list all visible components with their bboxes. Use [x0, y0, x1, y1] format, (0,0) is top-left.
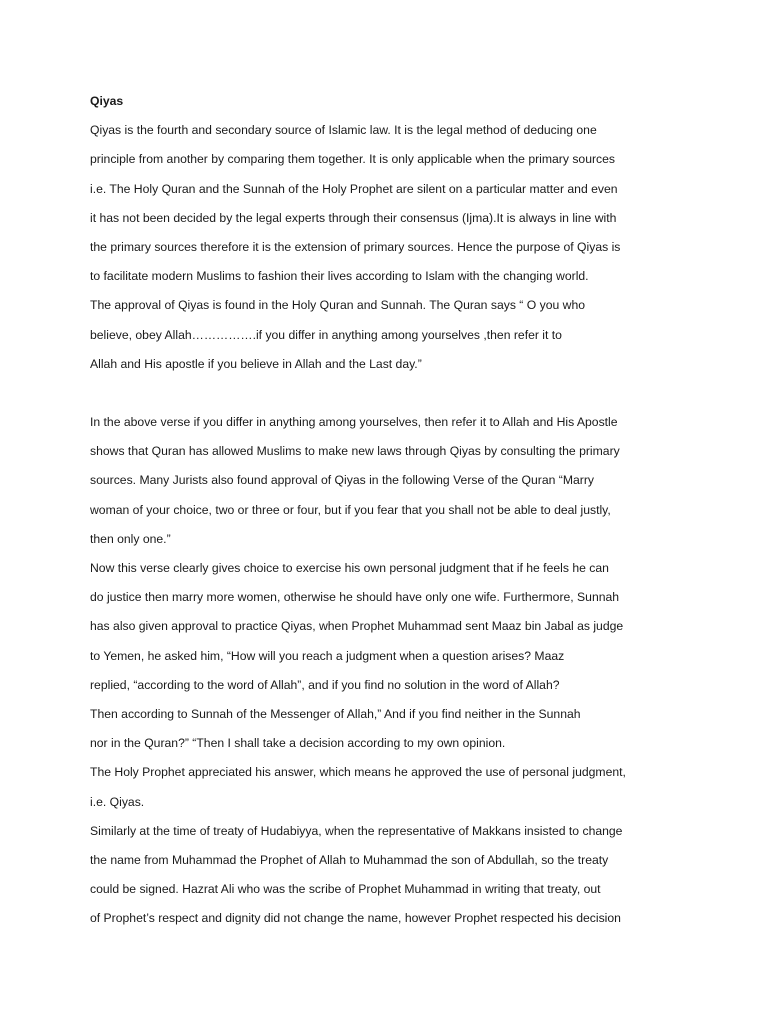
text-line: the name from Muhammad the Prophet of Allah to Muhammad the son of Abdullah, so the treaty	[90, 852, 609, 867]
text-line: i.e. The Holy Quran and the Sunnah of the Holy Prophet are silent on a particular matter and even	[90, 181, 618, 196]
text-line: to facilitate modern Muslims to fashion their lives according to Islam with the changing world.	[90, 269, 589, 284]
text-line: to Yemen, he asked him, “How will you reach a judgment when a question arises? Maaz	[90, 648, 565, 663]
blank-line	[90, 379, 690, 408]
text-line: it has not been decided by the legal experts through their consensus (Ijma).It is always in line with	[90, 210, 617, 225]
document-title: Qiyas	[90, 94, 124, 108]
text-line: Allah and His apostle if you believe in Allah and the Last day.”	[90, 356, 422, 371]
text-line: Then according to Sunnah of the Messenger of Allah,” And if you find neither in the Sunnah	[90, 706, 581, 721]
text-line: then only one.”	[90, 531, 171, 546]
text-line: of Prophet’s respect and dignity did not change the name, however Prophet respected his decision	[90, 911, 621, 926]
text-line: principle from another by comparing them together. It is only applicable when the primary sources	[90, 152, 616, 167]
text-line: replied, “according to the word of Allah”, and if you find no solution in the word of Allah?	[90, 677, 560, 692]
text-line: shows that Quran has allowed Muslims to make new laws through Qiyas by consulting the primary	[90, 444, 620, 459]
text-line: Similarly at the time of treaty of Hudabiyya, when the representative of Makkans insisted to change	[90, 823, 623, 838]
text-line: Now this verse clearly gives choice to exercise his own personal judgment that if he feels he can	[90, 561, 609, 575]
text-line: i.e. Qiyas.	[90, 794, 145, 809]
text-line: sources. Many Jurists also found approval of Qiyas in the following Verse of the Quran “Marry	[90, 473, 594, 488]
text-line: do justice then marry more women, otherwise he should have only one wife. Furthermore, Sunnah	[90, 590, 620, 605]
text-line: The Holy Prophet appreciated his answer, which means he approved the use of personal judgment,	[90, 765, 626, 780]
text-line: could be signed. Hazrat Ali who was the scribe of Prophet Muhammad in writing that treaty, out	[90, 882, 601, 897]
text-line: In the above verse if you differ in anything among yourselves, then refer it to Allah and His Apostle	[90, 415, 618, 430]
text-line: Qiyas is the fourth and secondary source of Islamic law. It is the legal method of deducing one	[90, 123, 597, 138]
document-body	[90, 87, 690, 933]
text-line: has also given approval to practice Qiyas, when Prophet Muhammad sent Maaz bin Jabal as judge	[90, 619, 624, 634]
text-line: believe, obey Allah…………….if you differ in anything among yourselves ,then refer it to	[90, 327, 562, 342]
text-line: woman of your choice, two or three or four, but if you fear that you shall not be able to deal justly,	[90, 502, 611, 517]
text-line: The approval of Qiyas is found in the Holy Quran and Sunnah. The Quran says “ O you who	[90, 298, 585, 313]
text-line: nor in the Quran?” “Then I shall take a decision according to my own opinion.	[90, 736, 506, 751]
text-line: the primary sources therefore it is the extension of primary sources. Hence the purpose of Qiyas is	[90, 239, 621, 254]
